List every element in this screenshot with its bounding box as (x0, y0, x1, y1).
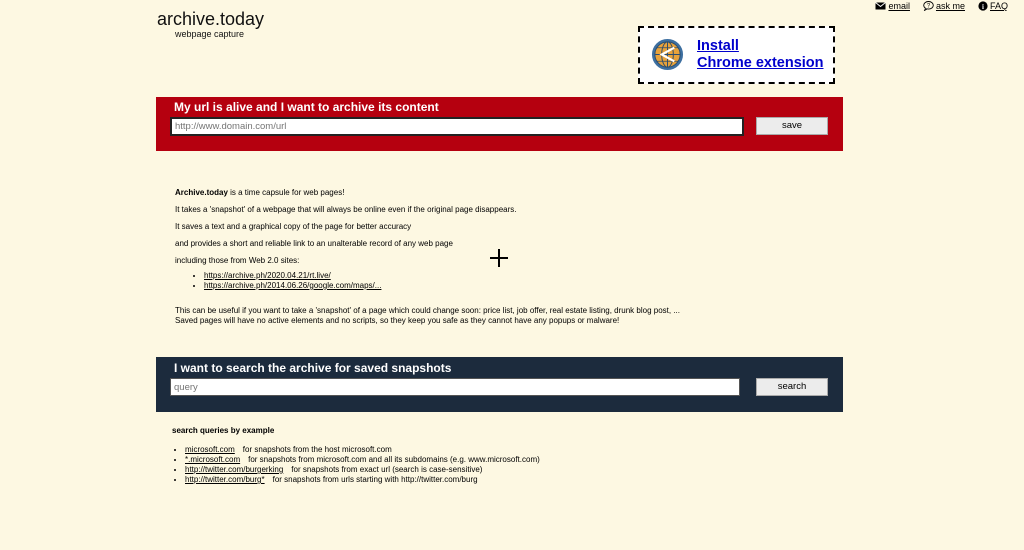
svg-text:i: i (982, 3, 984, 11)
list-item (185, 445, 540, 455)
site-subtitle: webpage capture (175, 29, 245, 39)
extension-globe-icon (651, 38, 684, 71)
example-query-link[interactable]: http://twitter.com/burg* (185, 475, 265, 484)
faq-link[interactable] (978, 1, 1008, 11)
example-description: for snapshots from urls starting with http://twitter.com/burg (272, 475, 478, 484)
move-cursor-icon (489, 248, 509, 268)
example-snapshot-link[interactable]: https://archive.ph/2014.06.26/google.com/maps/... (204, 281, 382, 290)
ask-me-link-label: ask me (935, 1, 965, 11)
intro-line-2: It takes a 'snapshot' of a webpage that will always be online even if the original page disappears. (175, 205, 517, 214)
search-button[interactable]: search (756, 378, 828, 396)
example-description: for snapshots from the host microsoft.com (242, 445, 392, 454)
example-snapshot-link[interactable]: https://archive.ph/2020.04.21/rt.live/ (204, 271, 331, 280)
archive-form-title: My url is alive and I want to archive its content (174, 100, 439, 114)
envelope-icon (875, 2, 886, 10)
search-form (156, 357, 843, 412)
list-item (185, 455, 540, 465)
search-input[interactable] (170, 378, 740, 396)
intro-line-1 (175, 184, 775, 201)
ask-me-link[interactable] (923, 1, 965, 11)
chrome-extension-banner[interactable] (638, 26, 835, 84)
svg-text:?: ? (926, 3, 931, 10)
email-link-label: email (888, 1, 910, 11)
examples-list (172, 445, 540, 485)
email-link[interactable] (875, 1, 910, 11)
intro-note (175, 306, 775, 326)
examples-heading: search queries by example (172, 426, 275, 435)
intro-note-1: This can be useful if you want to take a 'snapshot' of a page which could change soon: price list, job offer, real estate listing, drunk blog post, ... (175, 306, 680, 315)
list-item (204, 271, 775, 281)
example-query-link[interactable]: http://twitter.com/burgerking (185, 465, 284, 474)
list-item (185, 475, 540, 485)
intro-line-4: and provides a short and reliable link to an unalterable record of any web page (175, 239, 453, 248)
url-input[interactable] (170, 117, 744, 136)
intro-line-1-text: is a time capsule for web pages! (227, 188, 345, 197)
example-query-link[interactable]: *.microsoft.com (185, 455, 241, 464)
intro-section (175, 184, 775, 326)
intro-line-3: It saves a text and a graphical copy of the page for better accuracy (175, 222, 412, 231)
example-description: for snapshots from microsoft.com and all its subdomains (e.g. www.microsoft.com) (248, 455, 540, 464)
save-button[interactable]: save (756, 117, 828, 135)
site-title: archive.today (157, 9, 265, 29)
list-item (204, 281, 775, 291)
top-links (875, 1, 1008, 11)
example-query-link[interactable]: microsoft.com (185, 445, 235, 454)
search-form-title: I want to search the archive for saved snapshots (174, 361, 452, 375)
install-link[interactable]: Install (697, 38, 739, 54)
info-icon (978, 1, 988, 11)
faq-link-label: FAQ (989, 1, 1008, 11)
intro-brand: Archive.today (175, 188, 228, 197)
intro-line-5: including those from Web 2.0 sites: (175, 256, 300, 265)
intro-note-2: Saved pages will have no active elements and no scripts, so they keep you safe as they cannot have any popups or malware! (175, 316, 620, 325)
search-examples (172, 426, 540, 485)
chrome-extension-link[interactable]: Chrome extension (697, 55, 824, 71)
list-item (185, 465, 540, 475)
example-snapshot-list (175, 271, 775, 291)
example-description: for snapshots from exact url (search is case-sensitive) (291, 465, 483, 474)
archive-form (156, 97, 843, 151)
speech-bubble-icon (923, 1, 934, 11)
